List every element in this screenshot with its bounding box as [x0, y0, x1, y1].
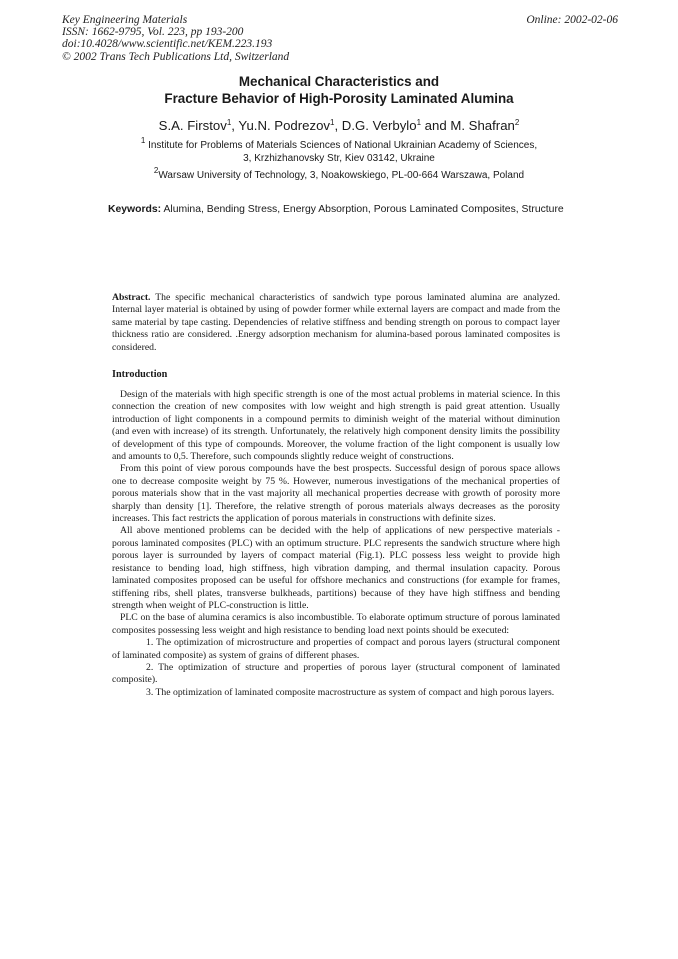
keywords: [108, 203, 568, 216]
paragraph: From this point of view porous compounds have the best prospects. Successful design of porous space allows one to decrease composite weight by 75 %. However, numerous investigations of the mechanical properties of porous materials show that in the vast majority all mechanical properties decrease with growth of porosity more sharply than density [1]. Therefore, the relative strength of porous materials always decreases as the porosity increases. This fact restricts the application of porous materials in constructions with definite sizes.: [112, 463, 560, 525]
keywords-text: Alumina, Bending Stress, Energy Absorption, Porous Laminated Composites, Structure: [163, 204, 564, 215]
keywords-label: Keywords:: [108, 204, 162, 215]
online-date: Online: 2002-02-06: [526, 14, 618, 26]
abstract-text: The specific mechanical characteristics of sandwich type porous laminated alumina are analyzed. Internal layer material is obtained by using of powder former while external layers are compact and made from the same material by tape casting. Dependencies of relative stiffness and bending strength on porous to compact layer thickness ratio are considered. .Energy adsorption mechanism for alumina-based porous laminated composites is considered.: [112, 292, 561, 353]
list-item: 3. The optimization of laminated composite macrostructure as system of compact and high porous layers.: [146, 686, 555, 698]
paragraph: PLC on the base of alumina ceramics is also incombustible. To elaborate optimum structure of porous laminated composites possessing less weight and high resistance to bending load next points should be executed:: [112, 612, 560, 636]
abstract: [112, 292, 560, 354]
abstract-label: Abstract.: [112, 292, 151, 303]
author-list: [0, 118, 678, 133]
doi-line: doi:10.4028/www.scientific.net/KEM.223.193: [62, 38, 273, 51]
author: M. Shafran$^2$: [450, 118, 520, 133]
section-heading-introduction: Introduction: [112, 369, 168, 380]
journal-header: [62, 14, 618, 63]
journal-name: Key Engineering Materials: [62, 14, 188, 26]
paragraph: All above mentioned problems can be decided with the help of applications of new perspective materials - porous laminated composites (PLC) with an optimum structure. PLC represents the sandwich structure where high porous layer is surrounded by layers of compact material (Fig.1). PLC possess less weight to provide high resistance to bending load, high stiffness, high vibration damping, and thermal insulation capacity. Porous laminated composites proposed can be useful for offshore mechanics and constructions (for example for frames, stiffening ribs, shell plates, transverse bulkheads, partitions) because of they have high stiffness and bending strength when weight of PLC-construction is little.: [112, 525, 560, 611]
introduction-body: [112, 389, 560, 699]
affiliation-2: $^2$Warsaw University of Technology, 3, Noakowskiego, PL-00-664 Warszawa, Poland: [153, 166, 525, 182]
author: Yu.N. Podrezov$^1$,: [238, 118, 342, 133]
title-line-1: Mechanical Characteristics and: [238, 74, 440, 89]
author: D.G. Verbylo$^1$ and: [341, 118, 451, 133]
list-item: 1. The optimization of microstructure and properties of compact and porous layers (structural component of laminated composite) as system of grains of different phases.: [112, 637, 560, 661]
list-item: 2. The optimization of structure and properties of porous layer (structural component of laminated composite).: [112, 661, 560, 686]
issn-line: ISSN: 1662-9795, Vol. 223, pp 193-200: [62, 26, 244, 39]
affiliation-1-address: 3, Krzhizhanovsky Str, Kiev 03142, Ukraine: [243, 152, 435, 164]
affiliations: [0, 136, 678, 183]
paper-title: [0, 74, 678, 107]
author: S.A. Firstov$^1$,: [158, 118, 239, 133]
paragraph: Design of the materials with high specific strength is one of the most actual problems in material science. In this connection the creation of new composites with low weight and high strength is paid great attention. Usually introduction of light components in a compound permits to diminish weight of the material without diminution (and even with increase) of its strength. Unfortunately, the relatively high component density limits the possibility of development of this type of compounds. Moreover, the volume fraction of the light component is usually low and amounts to 0,5. Therefore, such compounds slightly reduce weight of constructions.: [112, 389, 560, 463]
copyright-line: © 2002 Trans Tech Publications Ltd, Switzerland: [62, 50, 290, 63]
affiliation-1: $^1$ Institute for Problems of Materials Sciences of National Ukrainian Academy of Sciences,: [140, 136, 538, 151]
title-line-2: Fracture Behavior of High-Porosity Laminated Alumina: [164, 90, 514, 106]
